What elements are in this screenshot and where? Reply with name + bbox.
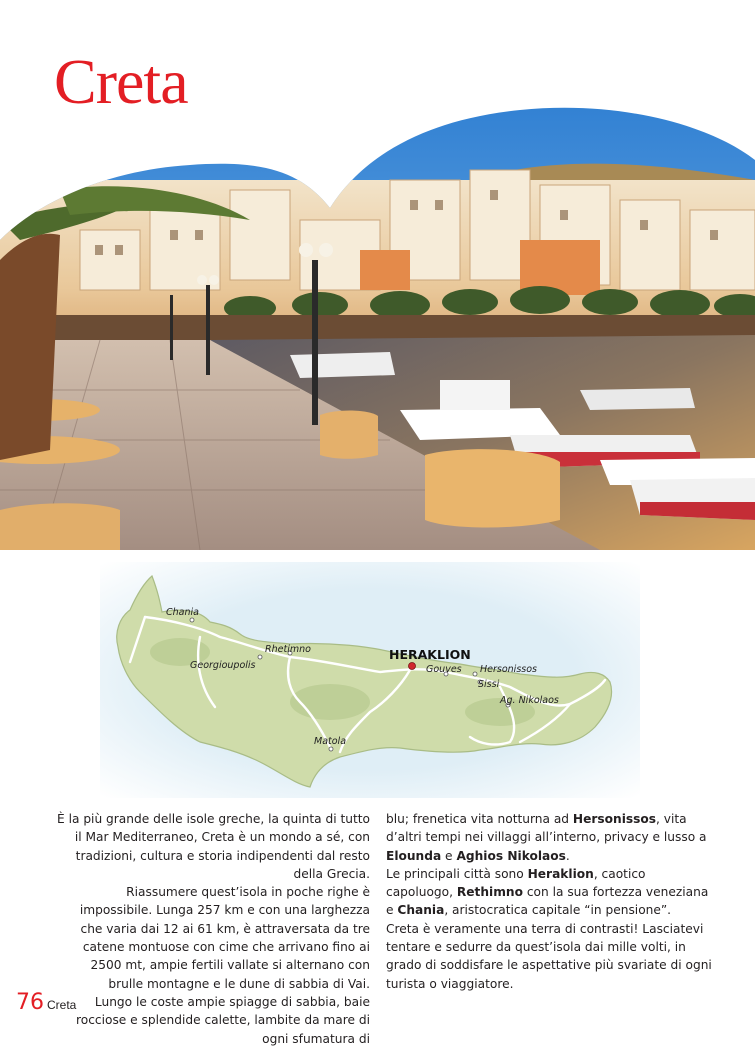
map-label-ag-nikolaos: Ag. Nikolaos — [500, 695, 559, 706]
heraklion-marker — [409, 663, 416, 670]
harbour-photo — [0, 90, 755, 550]
page-number: 76 — [16, 990, 44, 1015]
body-paragraph — [386, 865, 712, 920]
map-label-georgioupolis: Georgioupolis — [190, 660, 256, 671]
body-column-left — [56, 810, 370, 1048]
map-label-matola: Matola — [314, 736, 347, 747]
page-title: Creta — [54, 46, 188, 117]
body-paragraph: Lungo le coste ampie spiagge di sabbia, baie rocciose e splendide calette, lambite da mare di ogni sfumatura di — [76, 994, 370, 1046]
place-name-bold: Aghios Nikolaos — [456, 848, 566, 863]
text-run: , vita d’altri tempi nei villaggi all’interno, privacy e lusso a — [386, 812, 707, 845]
place-name-bold: Heraklion — [527, 866, 594, 881]
map-label-sissi: Sissi — [478, 679, 500, 690]
place-name-bold: Rethimno — [456, 885, 523, 900]
text-run: con la sua fortezza veneziana e — [386, 885, 709, 918]
map-label-gouves: Gouves — [426, 664, 462, 675]
place-name-bold: Chania — [397, 903, 445, 918]
body-paragraph: Creta è veramente una terra di contrasti! Lasciatevi tentare e sedurre da quest’isola dai mille volti, in grado di soddisfare le aspettative più svariate di ogni turista o viaggiatore. — [386, 921, 712, 991]
map-label-heraklion: HERAKLION — [389, 647, 471, 662]
map-label-chania: Chania — [166, 607, 199, 618]
body-paragraph — [386, 810, 712, 865]
text-run: Le principali città sono — [386, 866, 528, 881]
georgioupolis-marker — [258, 655, 262, 659]
map-label-hersonissos: Hersonissos — [480, 664, 537, 675]
text-run: , caotico capoluogo, — [386, 866, 646, 900]
matola-marker — [329, 747, 333, 751]
text-run: , aristocratica capitale “in pensione”. — [444, 903, 672, 918]
hersonissos-marker — [473, 672, 477, 676]
place-name-bold: Elounda — [386, 848, 442, 863]
text-run: . — [565, 848, 570, 863]
chania-marker — [190, 618, 194, 622]
body-paragraph: È la più grande delle isole greche, la quinta di tutto il Mar Mediterraneo, Creta è un mondo a sé, con tradizioni, cultura e storia indipendenti dal resto della Grecia. — [57, 812, 370, 881]
body-column-right — [386, 810, 712, 993]
place-name-bold: Hersonissos — [572, 812, 657, 826]
text-run: blu; frenetica vita notturna ad — [386, 812, 573, 826]
crete-map — [100, 562, 640, 798]
text-run: e — [441, 848, 457, 863]
footer-section-label: Creta — [47, 998, 77, 1012]
map-label-rhetimno: Rhetimno — [265, 644, 311, 655]
body-paragraph: Riassumere quest’isola in poche righe è impossibile. Lunga 257 km e con una larghezza che varia dai 12 ai 61 km, è attraversata da tre catene montuose con cime che arrivano fino ai 2500 mt, ampie fertili vallate si alternano con brulle montagne e le dune di sabbia di Vai. — [79, 885, 370, 991]
